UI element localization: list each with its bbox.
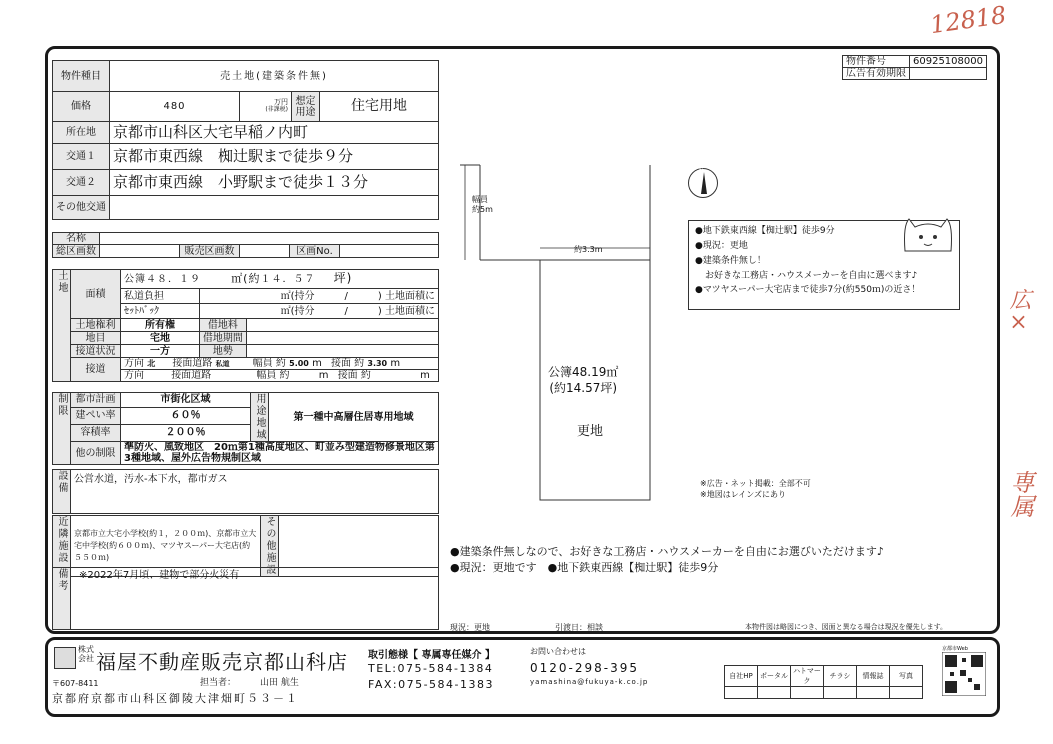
lot-no-label: 区画No. xyxy=(290,245,340,258)
price-label: 価格 xyxy=(53,92,110,122)
use-label: 想定用途 xyxy=(292,92,320,122)
area-main: 公簿４８．１９ xyxy=(124,274,201,286)
media-flyer: チラシ xyxy=(824,666,857,687)
company-name: 福屋不動産販売京都山科店 xyxy=(96,650,348,674)
frontage-label: 約3.3m xyxy=(574,245,603,254)
qr-code-icon xyxy=(942,652,986,696)
lot-status-text: 更地 xyxy=(577,424,604,439)
road1-contact-label: 接面 約 xyxy=(331,358,365,369)
private-road-detail: ㎡(持分 / ) 土地面積に xyxy=(199,289,438,304)
road1-type: 私道 xyxy=(215,360,230,368)
area-tsubo-unit: 坪) xyxy=(333,271,353,286)
id-value: 60925108000 xyxy=(910,56,987,68)
land-table xyxy=(52,269,439,382)
company-email: yamashina@fukuya-k.co.jp xyxy=(530,678,649,686)
lot-area-text: 公簿48.19㎡ (約14.57坪) xyxy=(548,365,619,395)
media-photo: 写真 xyxy=(890,666,923,687)
bottom-notes xyxy=(450,544,884,576)
area-unit: ㎡(約 xyxy=(231,272,261,286)
transport1-label: 交通１ xyxy=(53,144,110,170)
media-hatomark: ハトマーク xyxy=(791,666,824,687)
road2-dir-label: 方向 xyxy=(124,370,144,381)
price-tax: (非課税) xyxy=(265,106,288,114)
total-lots-label: 総区画数 xyxy=(53,245,100,258)
handwritten-number: 12818 xyxy=(928,0,1008,40)
zone-label: 用途地域 xyxy=(251,393,269,442)
setback-detail: ㎡(持分 / ) 土地面積に xyxy=(199,304,438,319)
company-address: 京都府京都市山科区御陵大津畑町５３－１ xyxy=(52,692,299,705)
regulation-section-label: 制限 xyxy=(53,393,71,465)
transport1-value: 京都市東西線 椥辻駅まで徒歩９分 xyxy=(110,144,439,170)
handwritten-mark-ad: 広× xyxy=(1006,288,1031,335)
id-label: 物件番号 xyxy=(843,56,910,68)
bottom-note-2: ●現況：更地です ●地下鉄東西線【椥辻駅】徒歩9分 xyxy=(450,560,719,574)
other-transport-value xyxy=(110,196,439,220)
cat-mascot-icon xyxy=(899,211,957,257)
company-kind: 株式会社 xyxy=(78,645,94,663)
other-restriction-value: 準防火、風致地区 20ｍ第1種高度地区、町並み型建造物修景地区第3種地域、屋外広告物規制区域 xyxy=(121,442,439,465)
land-section-label: 土地 xyxy=(53,270,71,382)
freecall-number: 0120-298-395 xyxy=(530,661,640,675)
road1-width: 5.00 xyxy=(289,359,309,368)
facilities-label: 設備 xyxy=(53,470,71,514)
other-transport-label: その他交通 xyxy=(53,196,110,220)
property-id-box xyxy=(842,55,987,80)
road1-width-unit: m xyxy=(312,358,322,369)
company-tel: TEL:075-584-1384 xyxy=(368,662,494,675)
ad-value xyxy=(910,68,987,80)
type-label: 物件種目 xyxy=(53,61,110,92)
private-road-label: 私道負担 xyxy=(121,289,200,304)
staff-name: 山田 航生 xyxy=(260,678,299,688)
map-notes xyxy=(700,478,811,500)
handwritten-mark-exclusive: 専属 xyxy=(1006,470,1034,518)
road-label: 接道 xyxy=(71,358,121,382)
access-status-value: 一方 xyxy=(121,345,200,358)
feature-3: ●建築条件無し！ xyxy=(695,255,766,266)
company-logo-icon xyxy=(54,647,76,669)
transport2-label: 交通２ xyxy=(53,170,110,196)
road1-dir: 北 xyxy=(147,359,156,368)
bottom-note-1: ●建築条件無しなので、お好きな工務店・ハウスメーカーを自由にお選びいただけます♪ xyxy=(450,545,884,558)
far-value: ２００％ xyxy=(121,424,251,441)
road1-road-label: 接面道路 xyxy=(172,358,213,369)
use-value: 住宅用地 xyxy=(320,92,439,122)
city-plan-value: 市街化区域 xyxy=(121,393,251,408)
category-label: 地目 xyxy=(71,332,121,345)
road1-width-label: 幅員 約 xyxy=(252,358,286,369)
transport2-value: 京都市東西線 小野駅まで徒歩１３分 xyxy=(110,170,439,196)
remarks-label: 備考 xyxy=(53,568,71,630)
lease-period-label: 借地期間 xyxy=(199,332,246,345)
feature-1: ●地下鉄東西線【椥辻駅】徒歩9分 xyxy=(695,226,835,236)
map-note-1: ※広告・ネット掲載：全部不可 xyxy=(700,479,811,488)
road2-contact-unit: m xyxy=(420,370,430,381)
north-label: N xyxy=(699,168,704,175)
media-own-hp: 自社HP xyxy=(725,666,758,687)
name-label: 名称 xyxy=(53,233,100,245)
handover-date: 引渡日：相談 xyxy=(555,623,603,632)
nearby-label: 近隣施設 xyxy=(53,516,71,577)
road-width-label: 幅員 約5m xyxy=(472,195,493,215)
city-plan-label: 都市計画 xyxy=(71,393,121,408)
area-label: 面積 xyxy=(71,270,121,319)
road1-contact: 3.30 xyxy=(367,359,388,368)
ad-label: 広告有効期限 xyxy=(843,68,910,80)
feature-5: ●マツヤスーパー大宅店まで徒歩7分(約550ｍ)の近さ！ xyxy=(695,285,921,296)
remarks-table xyxy=(52,567,439,630)
right-label: 土地権利 xyxy=(71,319,121,332)
media-portal: ポータル xyxy=(758,666,791,687)
feature-2: ●現況：更地 xyxy=(695,240,748,251)
page-title: 売土地(建築条件無) xyxy=(110,61,439,92)
map-disclaimer: 本物件図は略図につき、図面と異なる場合は現況を優先します。 xyxy=(745,623,948,631)
road1-dir-label: 方向 xyxy=(124,358,144,369)
coverage-value: ６０％ xyxy=(121,407,251,424)
road2-width-unit: m xyxy=(318,370,329,381)
area-tsubo: １４．５７ xyxy=(260,274,316,286)
remarks-value: ※2022年7月頃、建物で部分火災有 xyxy=(71,568,439,630)
location-value: 京都市山科区大宅早稲ノ内町 xyxy=(110,122,439,144)
lease-label: 借地料 xyxy=(199,319,246,332)
road2-contact-label: 接面 約 xyxy=(337,370,371,381)
facilities-table xyxy=(52,469,439,514)
price-value: 480 xyxy=(110,92,240,122)
feature-4: お好きな工務店・ハウスメーカーを自由に選べます♪ xyxy=(705,270,918,281)
road2-road-label: 接面道路 xyxy=(171,370,212,381)
feature-box xyxy=(688,220,960,310)
zone-value: 第一種中高層住居専用地域 xyxy=(269,393,439,442)
current-status: 現況：更地 xyxy=(450,623,490,632)
facilities-value: 公営水道，汚水-本下水，都市ガス xyxy=(71,470,439,514)
north-arrow-icon xyxy=(688,168,718,198)
coverage-label: 建ぺい率 xyxy=(71,407,121,424)
far-label: 容積率 xyxy=(71,424,121,441)
road2-width-label: 幅員 約 xyxy=(256,370,290,381)
location-label: 所在地 xyxy=(53,122,110,144)
media-table xyxy=(724,665,923,699)
deal-type: 取引態様【 専属専任媒介 】 xyxy=(368,650,495,661)
company-fax: FAX:075-584-1383 xyxy=(368,678,495,691)
inquiry-label: お問い合わせは xyxy=(530,647,586,656)
staff-label: 担当者： xyxy=(200,678,237,688)
media-magazine: 情報誌 xyxy=(857,666,890,687)
regulation-table xyxy=(52,392,439,465)
access-status-label: 接道状況 xyxy=(71,345,121,358)
qr-label: 京都市Web xyxy=(942,646,968,652)
category-value: 宅地 xyxy=(121,332,200,345)
right-value: 所有権 xyxy=(121,319,200,332)
info-table xyxy=(52,60,439,220)
other-restriction-label: 他の制限 xyxy=(71,442,121,465)
other-facilities-label: その他施設 xyxy=(261,516,279,577)
sale-lots-label: 販売区画数 xyxy=(180,245,240,258)
map-note-2: ※地図はレインズにあり xyxy=(700,490,787,500)
land-status-label: 地勢 xyxy=(199,345,246,358)
nearby-value: 京都市立大宅小学校(約１，２００ｍ)、京都市立大宅中学校(約６００ｍ)、マツヤスーパー大宅店(約５５０ｍ) xyxy=(71,516,261,577)
price-unit: 万円 xyxy=(274,98,288,107)
road1-contact-unit: m xyxy=(390,358,401,369)
company-postal: 〒607-8411 xyxy=(52,679,99,688)
setback-label: ｾｯﾄﾊﾞｯｸ xyxy=(121,304,200,319)
name-table xyxy=(52,232,439,258)
